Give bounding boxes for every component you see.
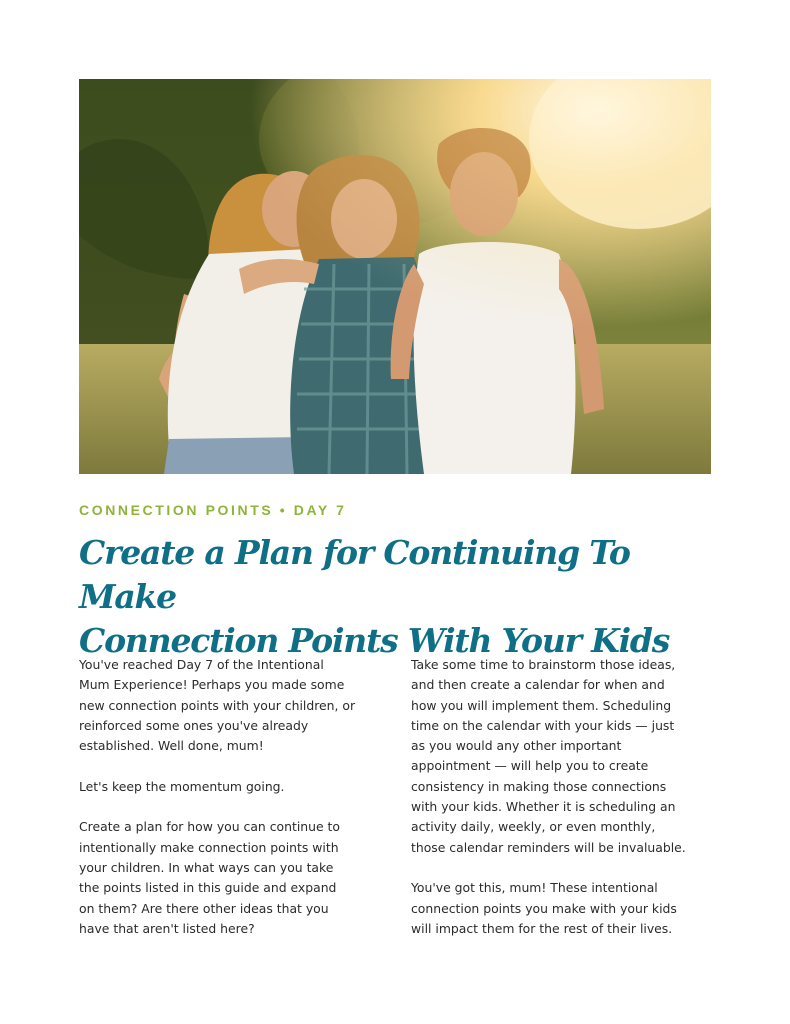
left-text-column [79, 655, 384, 959]
body-line: Take some time to brainstorm those ideas, [411, 657, 676, 672]
body-line: have that aren't listed here? [79, 920, 255, 936]
body-line: Let's keep the momentum going. [79, 778, 285, 794]
body-line: and then create a calendar for when and [411, 677, 665, 693]
body-line: your children. In what ways can you take [79, 859, 334, 875]
body-line: You've reached Day 7 of the Intentional [79, 657, 324, 672]
right-text-column [411, 655, 716, 959]
section-eyebrow: CONNECTION POINTS • DAY 7 [79, 502, 347, 518]
body-line: will impact them for the rest of their lives. [411, 920, 673, 936]
page-title-line-2: Connection Points With Your Kids [79, 621, 670, 660]
body-line: those calendar reminders will be invaluable. [411, 839, 686, 855]
body-line: with your kids. Whether it is scheduling an [411, 799, 676, 815]
body-paragraph [79, 817, 384, 939]
body-line: appointment — will help you to create [411, 758, 649, 774]
body-line: on them? Are there other ideas that you [79, 900, 329, 916]
body-line: intentionally make connection points with [79, 839, 339, 855]
body-line: as you would any other important [411, 738, 622, 754]
body-paragraph [411, 878, 716, 939]
body-line: reinforced some ones you've already [79, 717, 309, 733]
body-line: how you will implement them. Scheduling [411, 697, 672, 713]
body-line: Create a plan for how you can continue to [79, 819, 340, 835]
body-line: You've got this, mum! These intentional [411, 880, 658, 896]
page-title-line-1: Create a Plan for Continuing To Make [79, 533, 630, 616]
body-line: connection points you make with your kids [411, 900, 677, 916]
body-line: new connection points with your children, or [79, 697, 356, 713]
body-line: consistency in making those connections [411, 778, 667, 794]
body-line: the points listed in this guide and expand [79, 880, 337, 896]
hero-family-photo [79, 79, 711, 474]
body-paragraph [411, 655, 716, 858]
body-line: established. Well done, mum! [79, 738, 264, 754]
body-paragraph [79, 655, 384, 756]
body-line: Mum Experience! Perhaps you made some [79, 677, 345, 693]
body-paragraph [79, 777, 384, 797]
family-photo-icon [79, 79, 711, 474]
body-line: activity daily, weekly, or even monthly, [411, 819, 656, 835]
body-line: time on the calendar with your kids — just [411, 717, 675, 733]
page-title [79, 531, 719, 663]
